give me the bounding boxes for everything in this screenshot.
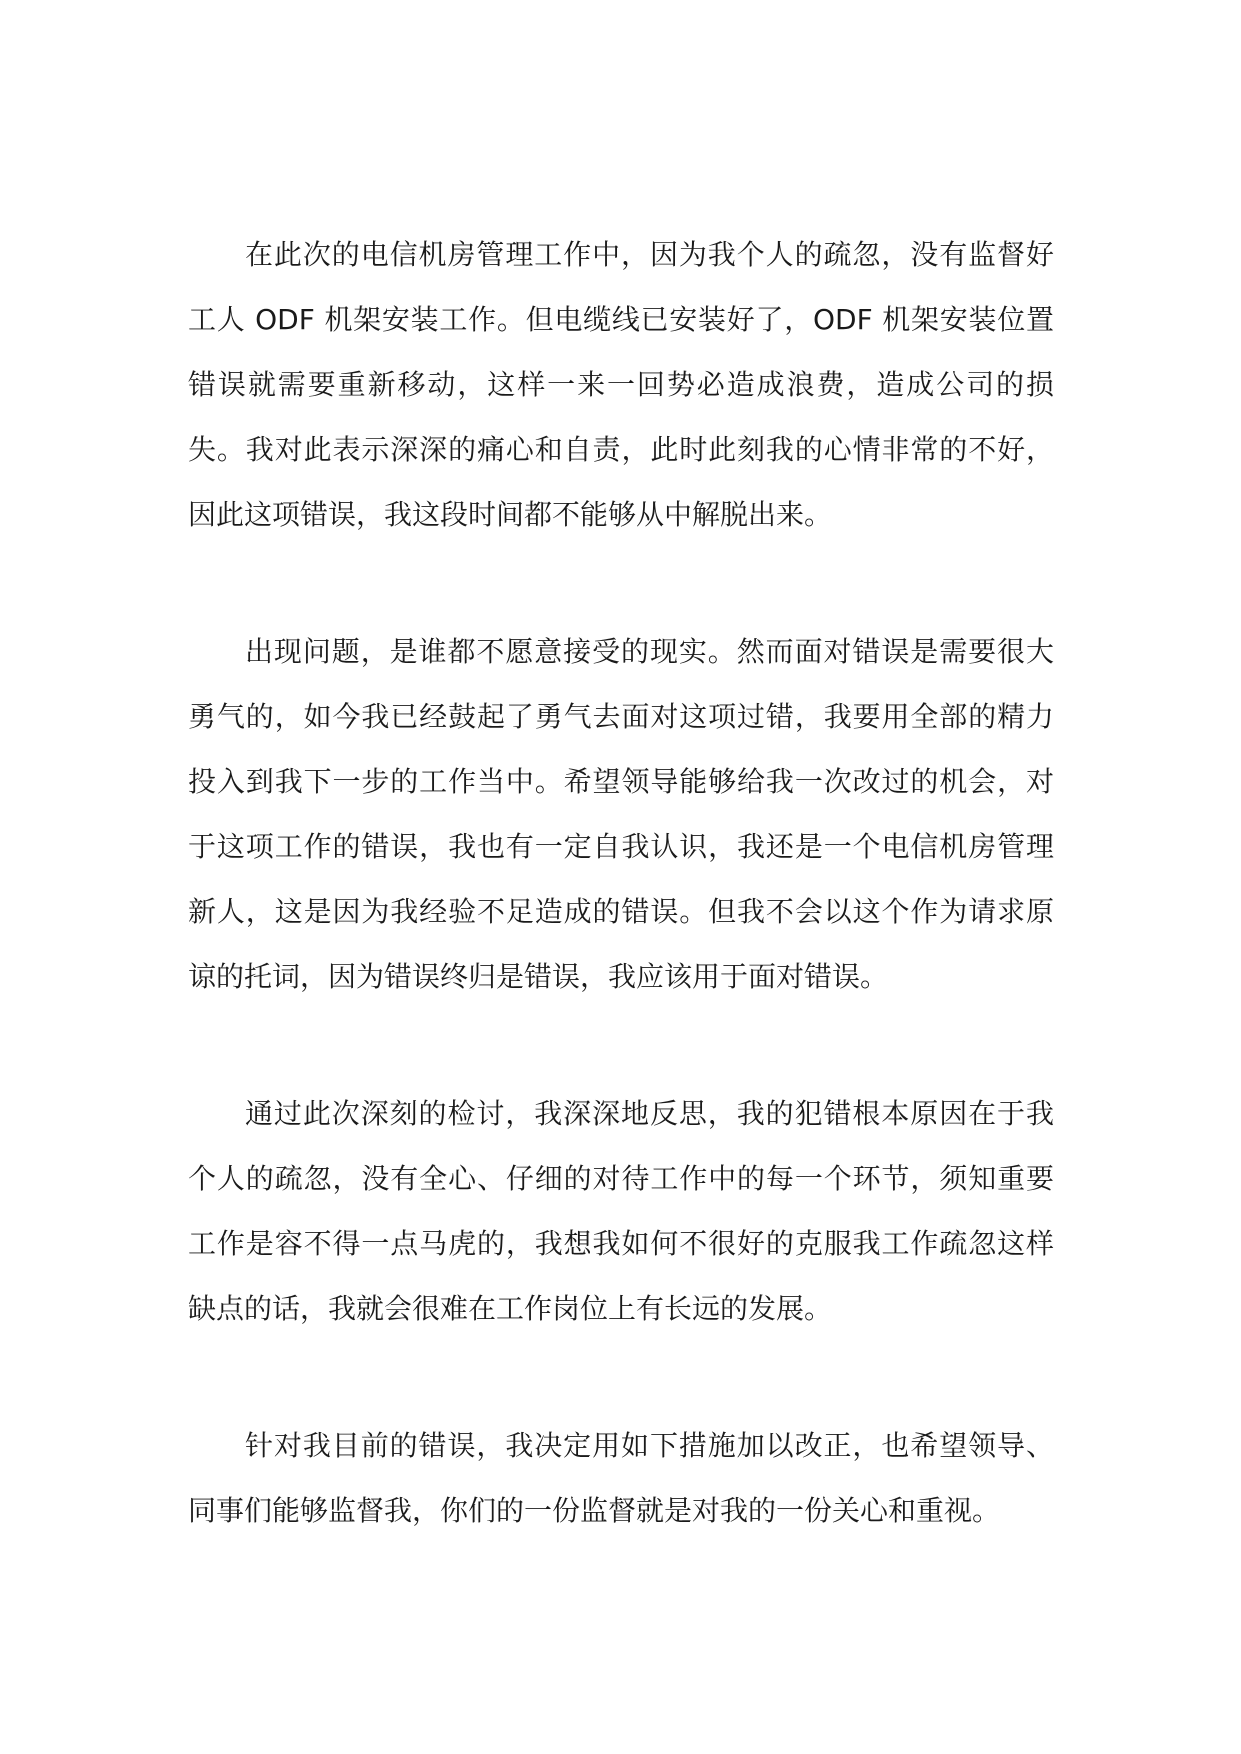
paragraph-4: 针对我目前的错误，我决定用如下措施加以改正，也希望领导、同事们能够监督我，你们的一份监督就是对我的一份关心和重视。 xyxy=(188,1429,1054,1527)
paragraph-3: 通过此次深刻的检讨，我深深地反思，我的犯错根本原因在于我个人的疏忽，没有全心、仔细的对待工作中的每一个环节，须知重要工作是容不得一点马虎的，我想我如何不很好的克服我工作疏忽这样缺点的话，我就会很难在工作岗位上有长远的发展。 xyxy=(188,1097,1054,1325)
paragraph-1: 在此次的电信机房管理工作中，因为我个人的疏忽，没有监督好工人 ODF 机架安装工作。但电缆线已安装好了，ODF 机架安装位置错误就需要重新移动，这样一来一回势必造成浪费，造成公司的损失。我对此表示深深的痛心和自责，此时此刻我的心情非常的不好，因此这项错误，我这段时间都不能够从中解脱出来。 xyxy=(188,238,1054,531)
paragraph-2: 出现问题，是谁都不愿意接受的现实。然而面对错误是需要很大勇气的，如今我已经鼓起了勇气去面对这项过错，我要用全部的精力投入到我下一步的工作当中。希望领导能够给我一次改过的机会，对于这项工作的错误，我也有一定自我认识，我还是一个电信机房管理新人，这是因为我经验不足造成的错误。但我不会以这个作为请求原谅的托词，因为错误终归是错误，我应该用于面对错误。 xyxy=(188,635,1054,993)
document-body xyxy=(188,222,1054,1543)
